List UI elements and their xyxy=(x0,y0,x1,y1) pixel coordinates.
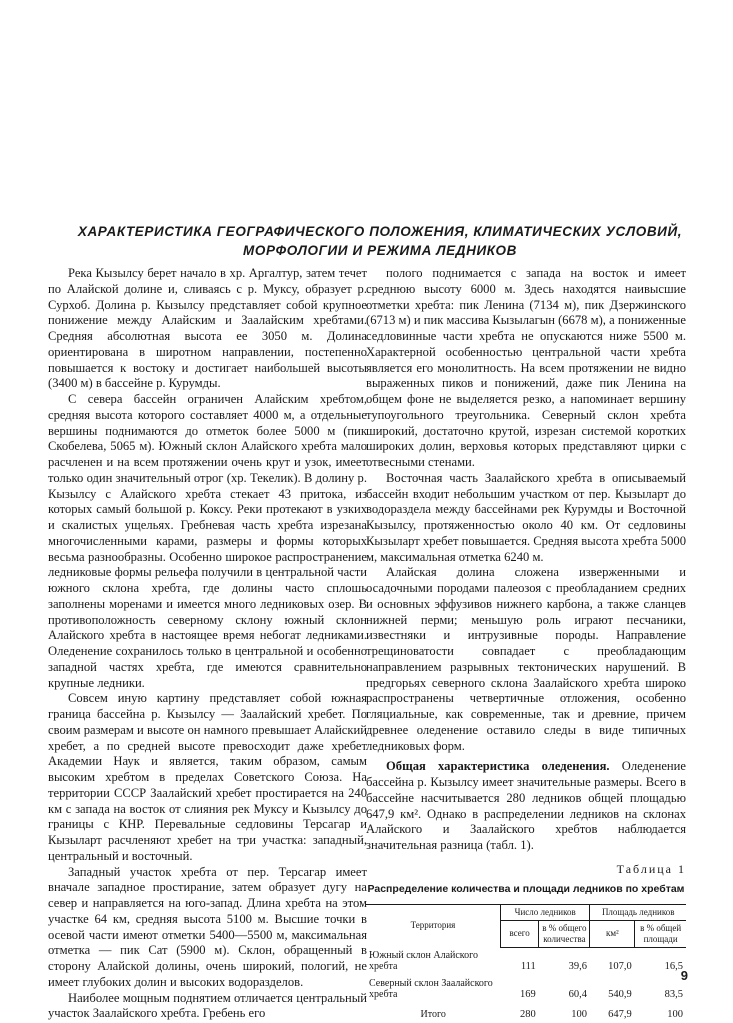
paragraph: С севера бассейн ограничен Алайским хребтом, средняя высота которого составляет 4000 м, а отдельные вершины поднимаются до отметок более 5000 м (пик Скобелева, 5065 м). Южный склон Алайского хребта мало расчленен и на всем протяжении очень крут и узок, имеет только один значительный отрог (хр. Текелик). В долину р. Кызылсу с Алайского хребта стекает 43 притока, из которых самый большой р. Коксу. Реки протекают в узких и скалистых ущельях. Гребневая часть хребта изрезана многочисленными карами, размеры и формы которых весьма разнообразны. Особенно широкое распространение ледниковые формы рельефа получили в центральной части южного склона хребта, где долины часто сплошь заполнены моренами и имеется много ледниковых озер. В противоположность северному склону южный склон Алайского хребта в настоящее время небогат ледниками. Оледенение сохранилось только в центральной и особенно западной частях хребта, где имеются сравнительно крупные ледники. xyxy=(48,392,367,691)
glaciation-paragraph xyxy=(366,759,686,854)
row-count: 111 xyxy=(500,947,538,975)
article-title xyxy=(60,222,700,260)
row-count-pct: 60,4 xyxy=(539,975,590,1003)
paragraph: Река Кызылсу берет начало в хр. Аргалтур, затем течет по Алайской долине и, сливаясь с р. Муксу, образует р. Сурхоб. Долина р. Кызылсу представляет собой крупное понижение между Алайским и Заалайским хребтами. Средняя абсолютная высота ее 3050 м. Долина ориентирована в широтном направлении, постепенно повышается к востоку и достигает наибольшей высоты (3400 м) в бассейне р. Курумды. xyxy=(48,266,367,392)
header-count-group: Число ледников xyxy=(500,904,590,920)
title-line-1: ХАРАКТЕРИСТИКА ГЕОГРАФИЧЕСКОГО ПОЛОЖЕНИЯ, КЛИМАТИЧЕСКИХ УСЛОВИЙ, xyxy=(78,224,682,239)
header-area-pct: в % общей площади xyxy=(635,920,686,947)
page-number: 9 xyxy=(681,968,688,983)
header-count-pct: в % общего количества xyxy=(539,920,590,947)
header-count-total: всего xyxy=(500,920,538,947)
table-total-row xyxy=(366,1003,686,1023)
paragraph: Восточная часть Заалайского хребта в описываемый бассейн входит небольшим участком от пер. Кызыларт до водораздела между бассейнами рек Курумды и Восточной Кызылсу, протяженностью около 40 км. От седловины Кызыларт хребет повышается. Средняя высота хребта 5000 м, максимальная отметка 6240 м. xyxy=(366,471,686,566)
total-area: 647,9 xyxy=(590,1003,635,1023)
row-area: 107,0 xyxy=(590,947,635,975)
total-count: 280 xyxy=(500,1003,538,1023)
glaciation-heading: Общая характеристика оледенения. xyxy=(386,759,610,773)
paragraph: Алайская долина сложена изверженными и осадочными породами палеозоя с преобладанием средних и основных эффузивов нижнего карбона, а также сланцев нижней перми; меньшую роль играют песчаники, известняки и интрузивные породы. Направление трещиноватости совпадает с преобладающим направлением разрывных тектонических нарушений. В предгорьях северного склона Заалайского хребта широко распространены четвертичные отложения, особенно гляциальные, как современные, так и древние, причем древнее оледенение оставило следы в виде типичных ледниковых форм. xyxy=(366,565,686,754)
row-territory: Северный склон Заалайского хребта xyxy=(366,975,500,1003)
total-count-pct: 100 xyxy=(539,1003,590,1023)
header-area-km2: км² xyxy=(590,920,635,947)
paragraph: Наиболее мощным поднятием отличается центральный участок Заалайского хребта. Гребень его xyxy=(48,991,367,1023)
table-title: Распределение количества и площади ледников по хребтам xyxy=(366,882,686,898)
header-territory: Территория xyxy=(366,904,500,947)
paragraph: Западный участок хребта от пер. Терсагар имеет вначале западное простирание, затем образует дугу на север и направляется на юго-запад. Длина хребта на этом участке 64 км, средняя высота 5100 м. Высшие точки в осевой части имеют отметки 5400—5500 м, максимальная отметка — пик Сат (5900 м). Склон, обращенный в сторону Алайской долины, очень широкий, пологий, не имеет глубоких долин и высоких водоразделов. xyxy=(48,865,367,991)
left-column xyxy=(48,266,367,1022)
row-count-pct: 39,6 xyxy=(539,947,590,975)
title-line-2: МОРФОЛОГИИ И РЕЖИМА ЛЕДНИКОВ xyxy=(243,243,517,258)
paragraph: полого поднимается с запада на восток и имеет среднюю высоту 6000 м. Здесь находятся наивысшие отметки хребта: пик Ленина (7134 м), пик Дзержинского (6713 м) и пик массива Кызылагын (6678 м), а пониженные седловинные части хребта не опускаются ниже 5500 м. Характерной особенностью центральной части хребта является его монолитность. На всем протяжении не видно выраженных пиков и понижений, даже пик Ленина на общем фоне не выделяется резко, а напоминает вершину тупоугольного треугольника. Северный склон хребта широкий, достаточно крутой, изрезан системой коротких широких долин, верховья которых представляют цирки с отвесными стенами. xyxy=(366,266,686,471)
row-area-pct: 16,5 xyxy=(635,947,686,975)
row-area-pct: 83,5 xyxy=(635,975,686,1003)
row-territory: Южный склон Алайского хребта xyxy=(366,947,500,975)
table-row xyxy=(366,975,686,1003)
glacier-distribution-table xyxy=(366,904,686,1023)
row-count: 169 xyxy=(500,975,538,1003)
header-area-group: Площадь ледников xyxy=(590,904,686,920)
table-row xyxy=(366,947,686,975)
total-area-pct: 100 xyxy=(635,1003,686,1023)
right-column xyxy=(366,266,686,1023)
row-area: 540,9 xyxy=(590,975,635,1003)
total-label: Итого xyxy=(366,1003,500,1023)
paragraph: Совсем иную картину представляет собой южная граница бассейна р. Кызылсу — Заалайский хребет. По своим размерам и высоте он намного превышает Алайский хребет, а по средней высоте превосходит даже хребет Академии Наук и является, таким образом, самым высоким хребтом в пределах Советского Союза. На территории СССР Заалайский хребет простирается на 240 км с запада на восток от слияния рек Муксу и Кызылсу до границы с КНР. Перевальные седловины Терсагар и Кызыларт расчленяют хребет на три участка: западный, центральный и восточный. xyxy=(48,691,367,864)
table-caption: Таблица 1 xyxy=(366,862,686,877)
glaciation-text: Оледенение бассейна р. Кызылсу имеет значительные размеры. Всего в бассейне насчитывается 280 ледников общей площадью 647,9 км². Однако в распределении ледников на склонах Алайского и Заалайского хребтов наблюдается значительная разница (табл. 1). xyxy=(366,759,686,852)
